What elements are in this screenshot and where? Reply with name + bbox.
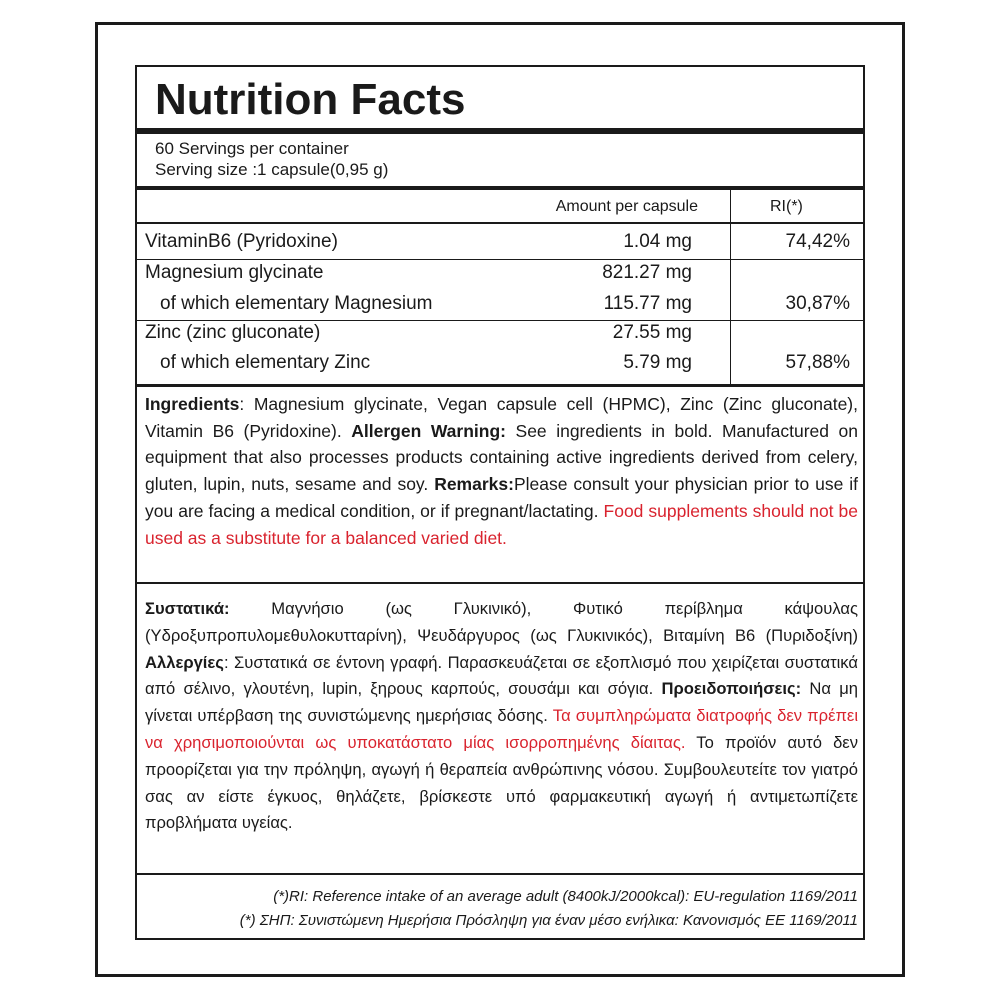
allergen-warning-label: Allergen Warning: xyxy=(351,420,506,441)
english-greek-divider xyxy=(135,582,865,584)
remarks-label: Remarks: xyxy=(434,474,514,495)
label-title: Nutrition Facts xyxy=(155,75,466,124)
row-amount-magnesium-glycinate: 821.27 mg xyxy=(602,262,692,283)
row-divider xyxy=(135,259,865,260)
greek-ingredients-label: Συστατικά: xyxy=(145,599,230,618)
row-amount-vitamin-b6: 1.04 mg xyxy=(623,231,692,252)
serving-size: Serving size :1 capsule(0,95 g) xyxy=(155,160,389,179)
column-header-ri: RI(*) xyxy=(770,198,803,215)
servings-divider xyxy=(135,186,865,190)
greek-warnings-label: Προειδοποιήσεις: xyxy=(661,679,802,699)
footnote-english: (*)RI: Reference intake of an average adult (8400kJ/2000kcal): EU-regulation 1169/2011 xyxy=(273,888,858,905)
footnote-greek: (*) ΣΗΠ: Συνιστώμενη Ημερήσια Πρόσληψη για έναν μέσο ενήλικα: Κανονισμός ΕΕ 1169/2011 xyxy=(239,912,858,929)
column-header-amount: Amount per capsule xyxy=(555,198,698,215)
row-amount-zinc-gluconate: 27.55 mg xyxy=(612,322,692,343)
row-ri-elementary-zinc: 57,88% xyxy=(785,352,850,373)
servings-per-container: 60 Servings per container xyxy=(155,139,349,158)
remarks-text: Please consult your physician prior to use if you are facing a medical condition, or if pregnant/lactating. xyxy=(145,474,858,521)
row-amount-elementary-magnesium: 115.77 mg xyxy=(603,293,692,314)
greek-ingredients-text: Μαγνήσιο (ως Γλυκινικό), Φυτικό περίβλημα κάψουλας (Υδροξυπροπυλομεθυλοκυτταρίνη), Ψευδάργυρος (ως Γλυκινικός), Βιταμίνη Β6 (Πυριδοξίνη) xyxy=(145,599,858,645)
row-label-zinc-gluconate: Zinc (zinc gluconate) xyxy=(145,322,321,343)
row-label-magnesium-glycinate: Magnesium glycinate xyxy=(145,262,324,283)
ingredients-label: Ingredients xyxy=(145,394,240,414)
greek-warnings-text: Να μη γίνεται υπέρβαση της συνιστώμενης ημερήσιας δόσης. xyxy=(145,679,859,726)
remarks-warning-red: Food supplements should not be used as a substitute for a balanced varied diet. xyxy=(145,500,859,548)
greek-warnings-tail: Το προϊόν αυτό δεν προορίζεται για την πρόληψη, αγωγή ή θεραπεία ανθρώπινης νόσου. Συμβουλευτείτε τον γιατρό σας αν είστε έγκυος, θηλάζετε, βρίσκεστε υπό φαρμακευτική αγωγή ή αντιμετωπίζετε προβλήματα υγείας. xyxy=(145,732,858,833)
row-ri-elementary-magnesium: 30,87% xyxy=(785,293,850,314)
greek-allergen-text: : Συστατικά σε έντονη γραφή. Παρασκευάζεται σε εξοπλισμό που χειρίζεται συστατικά από σέλινο, γλουτένη, lupin, ξηρους καρπούς, σουσάμι και σόγια. xyxy=(145,652,858,699)
servings-info xyxy=(155,138,388,180)
title-divider xyxy=(135,128,865,134)
row-amount-elementary-zinc: 5.79 mg xyxy=(623,352,692,373)
table-header-divider xyxy=(135,222,865,224)
row-label-elementary-zinc: of which elementary Zinc xyxy=(160,352,371,373)
greek-ingredients-block xyxy=(145,596,858,837)
table-bottom-divider xyxy=(135,384,865,387)
row-label-vitamin-b6: VitaminB6 (Pyridoxine) xyxy=(145,231,338,252)
allergen-warning-text: See ingredients in bold. Manufactured on equipment that also processes products containing active ingredients derived from celery, gluten, lupin, nuts, sesame and soy. xyxy=(145,420,858,495)
table-column-divider xyxy=(730,190,731,386)
ingredients-text: : Magnesium glycinate, Vegan capsule cell (HPMC), Zinc (Zinc gluconate), Vitamin B6 (Pyridoxine). xyxy=(145,394,858,441)
row-label-elementary-magnesium: of which elementary Magnesium xyxy=(160,293,433,314)
greek-warnings-red: Τα συμπληρώματα διατροφής δεν πρέπει να χρησιμοποιούνται ως υποκατάστατο μίας ισορροπημένης δίαιτας. xyxy=(145,706,859,752)
greek-allergen-label: Αλλεργίες xyxy=(145,652,224,672)
footnote-divider xyxy=(135,873,865,875)
row-ri-vitamin-b6: 74,42% xyxy=(785,231,850,252)
english-ingredients-block xyxy=(145,391,858,551)
